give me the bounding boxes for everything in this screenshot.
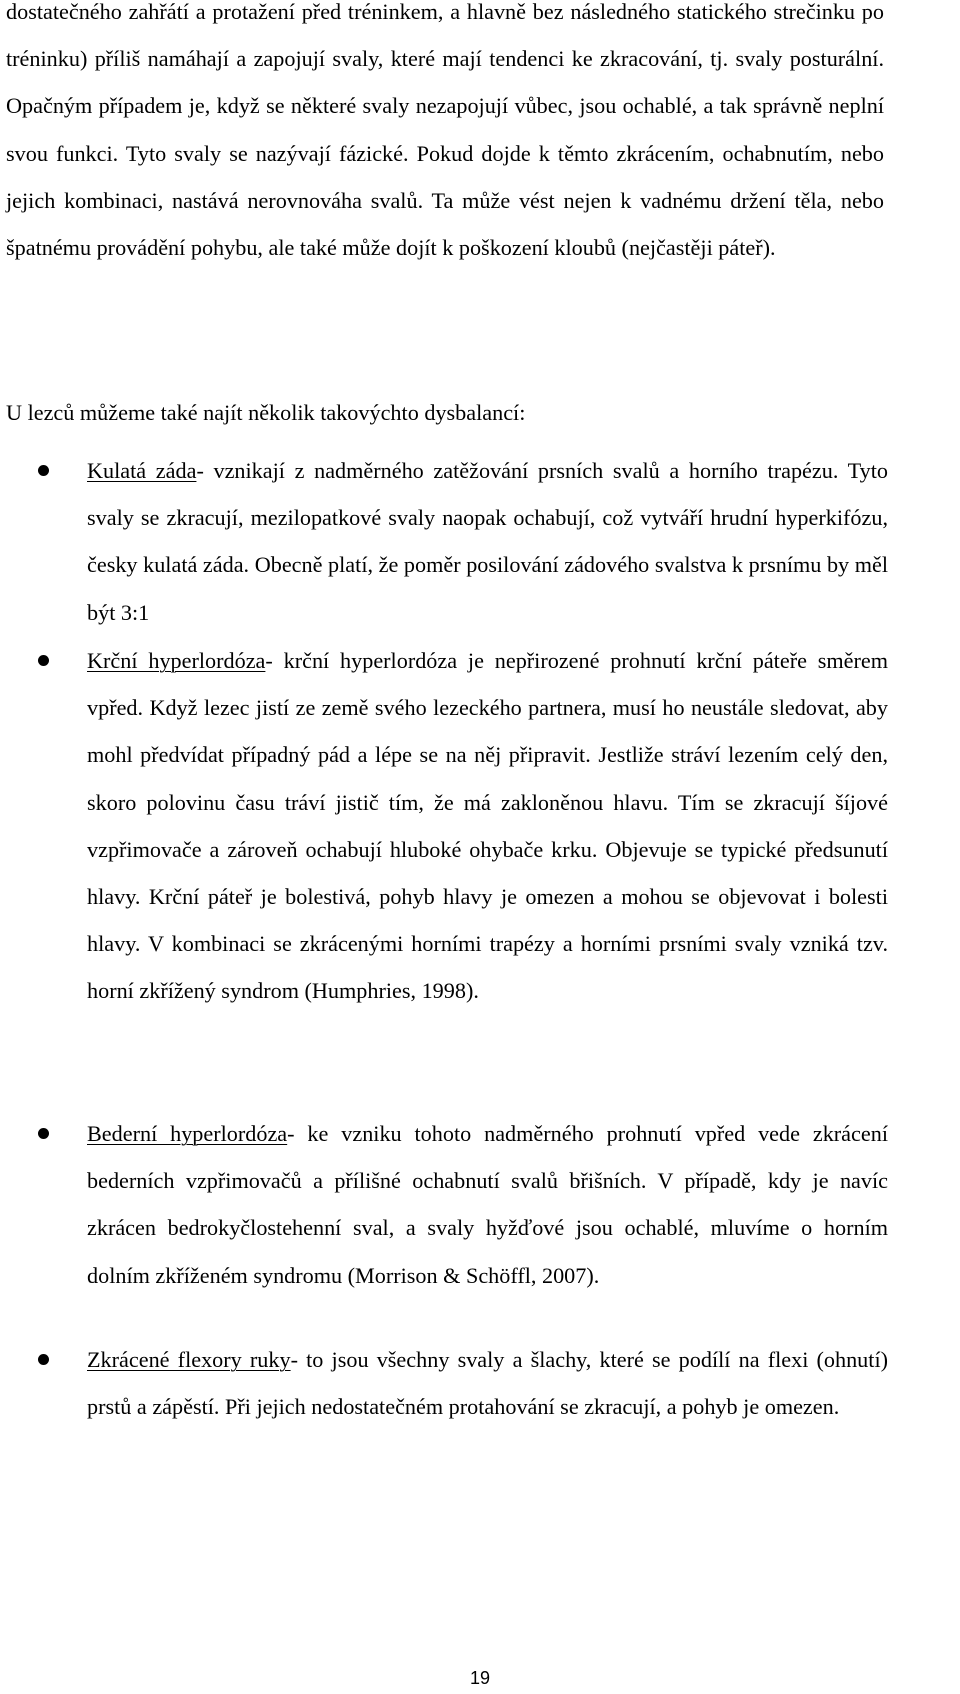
bullet-icon bbox=[38, 655, 49, 666]
list-item-description: - vznikají z nadměrného zatěžování prsních svalů a horního trapézu. Tyto svaly se zkracují, mezilopatkové svaly naopak ochabují, což vytváří hrudní hyperkifózu, česky kulatá záda. Obecně platí, že poměr posilování zádového svalstva k prsnímu by měl být 3:1 bbox=[87, 458, 888, 625]
list-item-term: Kulatá záda bbox=[87, 458, 197, 483]
bullet-icon bbox=[38, 465, 49, 476]
list-item-description: - to jsou všechny svaly a šlachy, které se podílí na flexi (ohnutí) prstů a zápěstí. Při jejich nedostatečném protahování se zkracují, a pohyb je omezen. bbox=[87, 1347, 888, 1420]
list-item-description: - krční hyperlordóza je nepřirozené prohnutí krční páteře směrem vpřed. Když lezec jistí ze země svého lezeckého partnera, musí ho neustále sledovat, aby mohl předvídat případný pád a lépe se na něj připravit. Jestliže stráví lezením celý den, skoro polovinu času tráví jistič tím, že má zakloněnou hlavu. Tím se zkracují šíjové vzpřimovače a zároveň ochabují hluboké ohybače krku. Objevuje se typické předsunutí hlavy. Krční páteř je bolestivá, pohyb hlavy je omezen a mohou se objevovat i bolesti hlavy. V kombinaci se zkrácenými horními trapézy a horními prsními svaly vzniká tzv. horní zkřížený syndrom (Humphries, 1998). bbox=[87, 648, 888, 1004]
list-item-text bbox=[87, 1110, 888, 1299]
list-item-text bbox=[87, 447, 888, 636]
bullet-icon bbox=[38, 1128, 49, 1139]
list-item-text bbox=[87, 637, 888, 1015]
lead-paragraph: U lezců můžeme také najít několik takovýchto dysbalancí: bbox=[6, 400, 526, 425]
list-item-term: Zkrácené flexory ruky bbox=[87, 1347, 291, 1372]
intro-paragraph: dostatečného zahřátí a protažení před tréninkem, a hlavně bez následného statického strečinku po tréninku) příliš namáhají a zapojují svaly, které mají tendenci ke zkracování, tj. svaly posturální. Opačným případem je, když se některé svaly nezapojují vůbec, jsou ochablé, a tak správně neplní svou funkci. Tyto svaly se nazývají fázické. Pokud dojde k těmto zkrácením, ochabnutím, nebo jejich kombinaci, nastává nerovnováha svalů. Ta může vést nejen k vadnému držení těla, nebo špatnému provádění pohybu, ale také může dojít k poškození kloubů (nejčastěji páteř). bbox=[6, 0, 884, 261]
page-number: 19 bbox=[469, 1668, 491, 1688]
list-item-term: Bederní hyperlordóza bbox=[87, 1121, 288, 1146]
bullet-icon bbox=[38, 1354, 49, 1365]
list-item-description: - ke vzniku tohoto nadměrného prohnutí vpřed vede zkrácení bederních vzpřimovačů a přílišné ochabnutí svalů břišních. V případě, kdy je navíc zkrácen bedrokyčlostehenní sval, a svaly hyžďové jsou ochablé, mluvíme o horním dolním zkříženém syndromu (Morrison & Schöffl, 2007). bbox=[87, 1121, 888, 1288]
list-item-term: Krční hyperlordóza bbox=[87, 648, 266, 673]
list-item-text bbox=[87, 1336, 888, 1430]
